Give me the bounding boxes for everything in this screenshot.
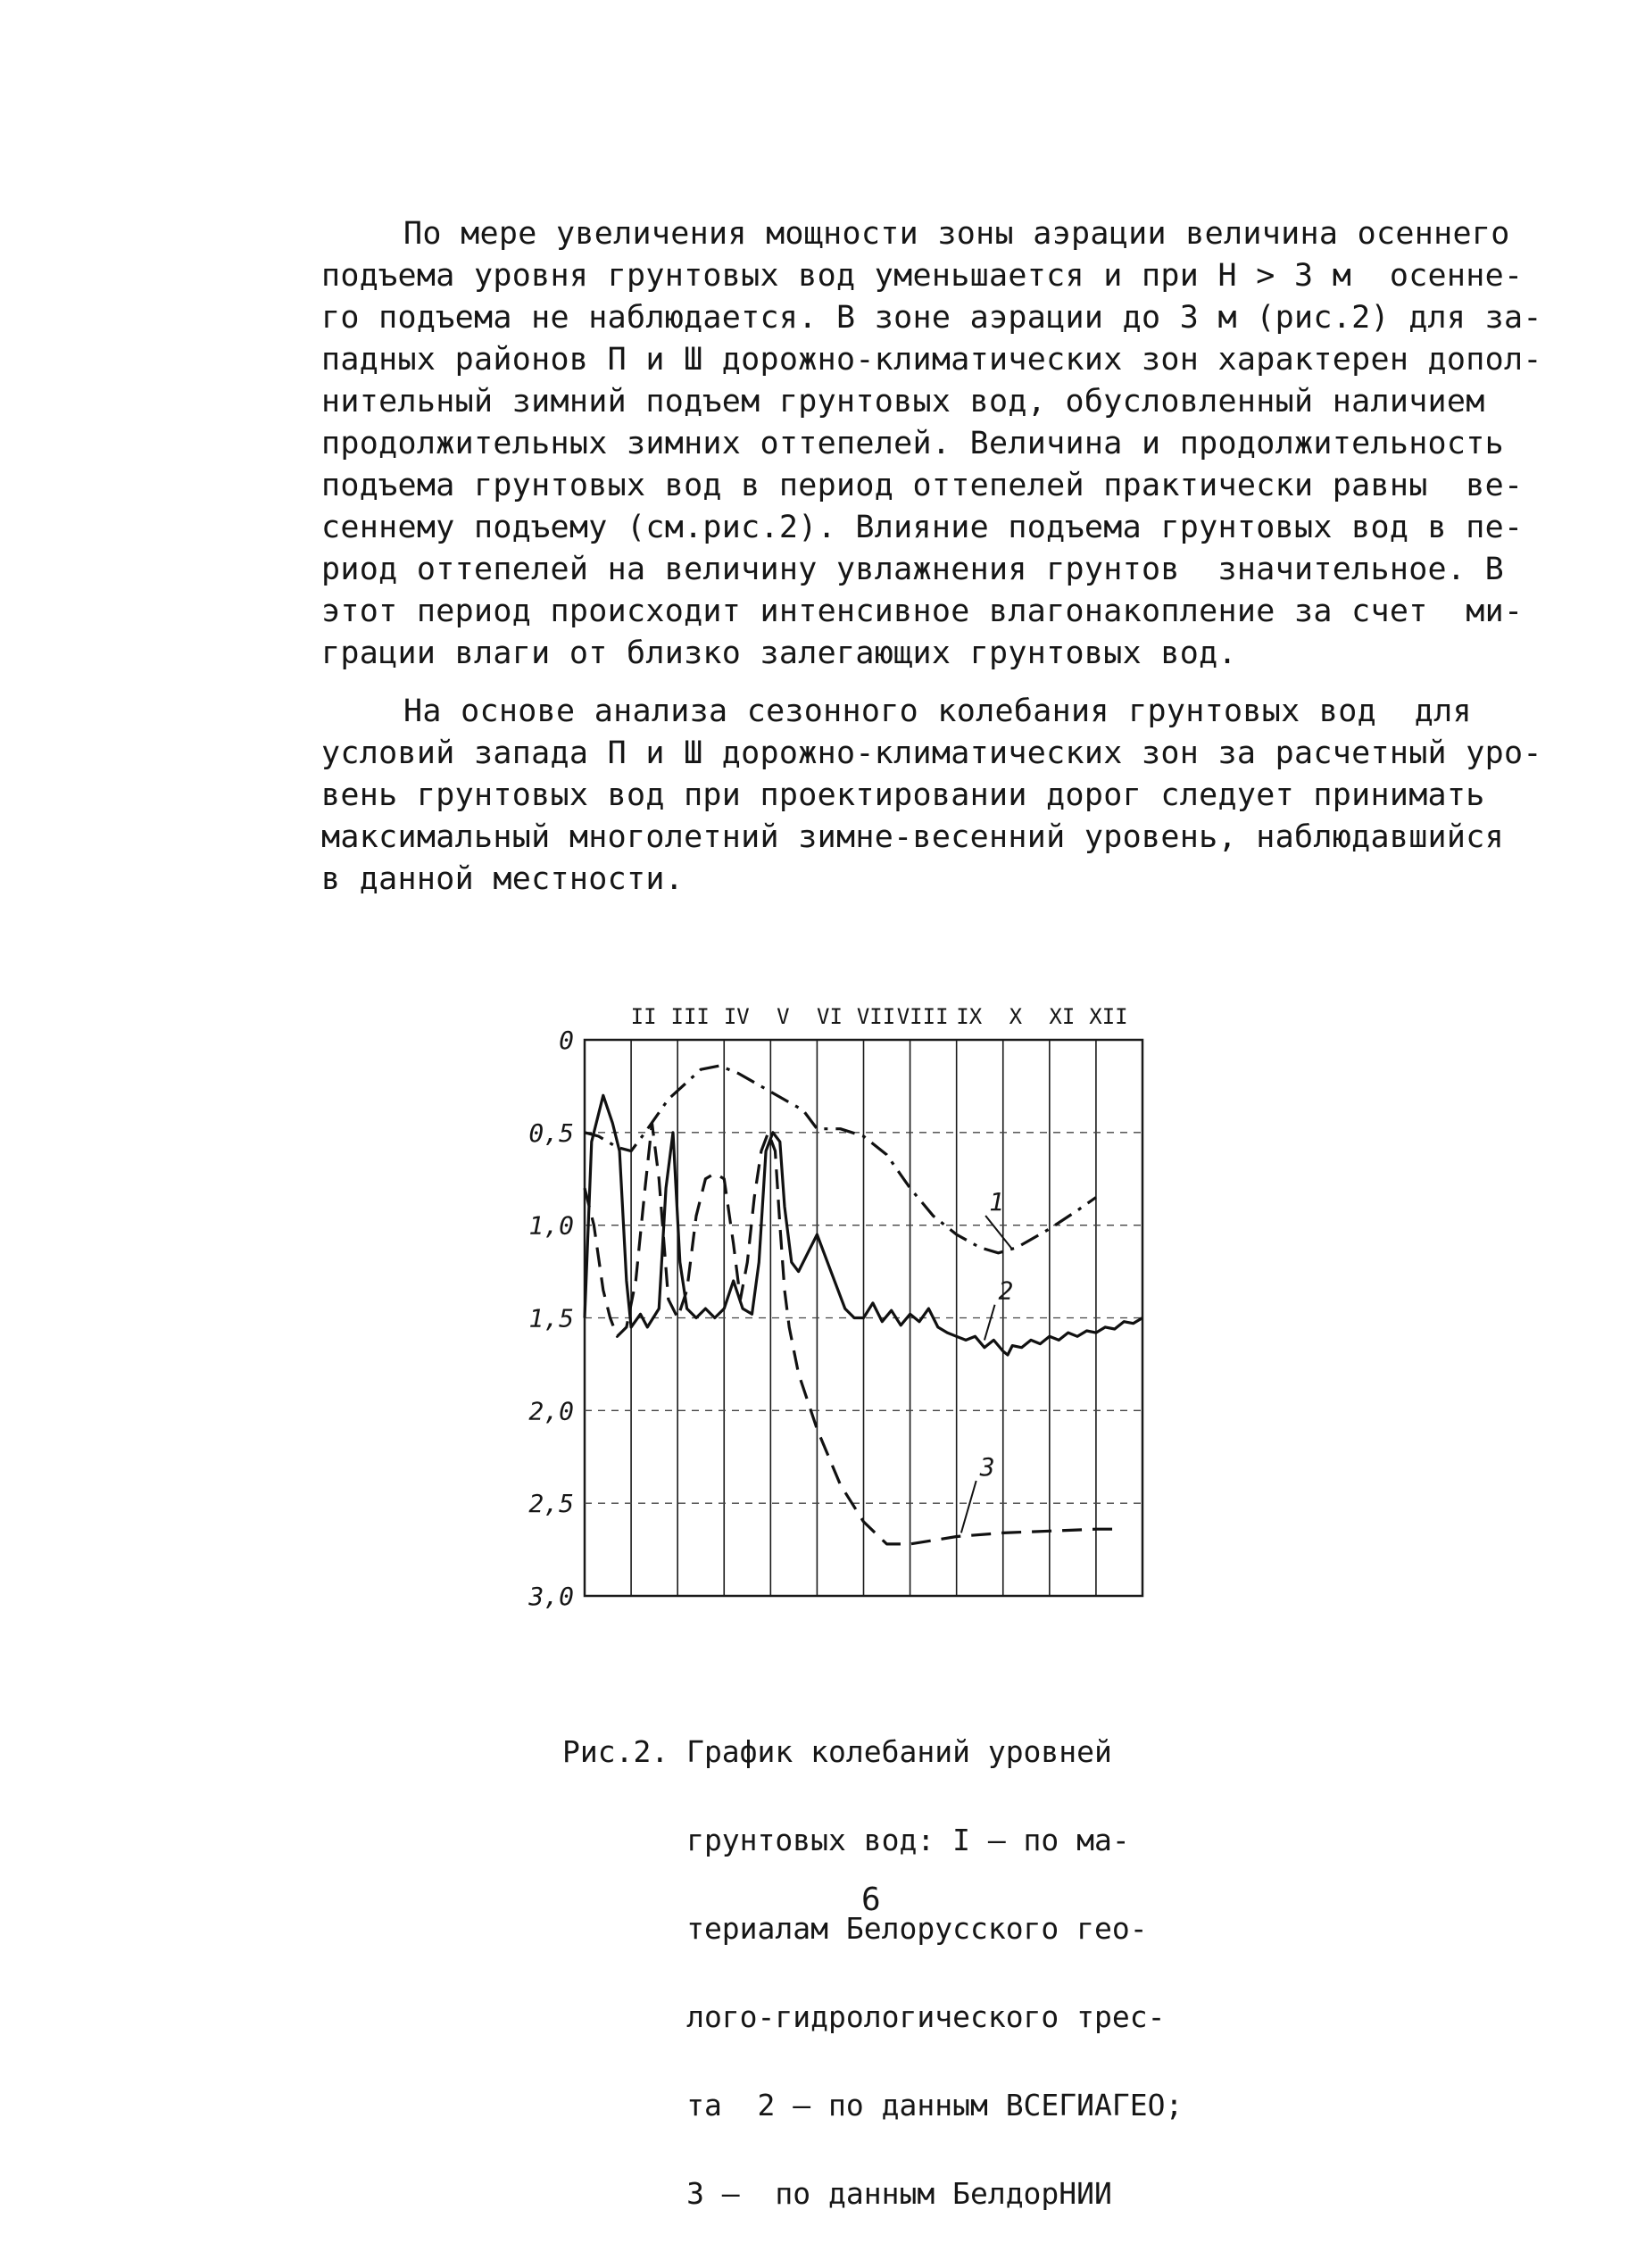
text-line: падных районов П и Ш дорожно-климатических зон характерен допол- — [321, 342, 1542, 378]
text-line: нительный зимний подъем грунтовых вод, обусловленный наличием — [321, 384, 1485, 420]
text-line: го подъема не наблюдается. В зоне аэрации до 3 м (рис.2) для за- — [321, 300, 1542, 336]
month-label: III — [670, 1004, 710, 1029]
text-line: По мере увеличения мощности зоны аэрации величина осеннего — [403, 216, 1510, 252]
month-label: II — [630, 1004, 657, 1029]
caption-line: та 2 — по данным ВСЕГИАГЕО; — [562, 2088, 1184, 2123]
y-tick-label: 3,0 — [528, 1582, 574, 1611]
series-label: 2 — [998, 1275, 1014, 1306]
series-label: 3 — [979, 1452, 995, 1483]
caption-line: лого-гидрологического трес- — [562, 1999, 1166, 2034]
text-line: На основе анализа сезонного колебания грунтовых вод для — [403, 694, 1472, 729]
month-label: IX — [956, 1004, 983, 1029]
month-label: IV — [723, 1004, 750, 1029]
y-tick-label: 2,5 — [528, 1489, 574, 1519]
month-label: VII — [856, 1004, 896, 1029]
caption-line: грунтовых вод: I — по ма- — [562, 1823, 1130, 1857]
series-label: 1 — [989, 1187, 1004, 1217]
text-line: грации влаги от близко залегающих грунтовых вод. — [321, 636, 1237, 671]
month-label: XII — [1089, 1004, 1128, 1029]
text-line: этот период происходит интенсивное влагонакопление за счет ми- — [321, 594, 1524, 629]
figure-caption — [562, 1678, 1366, 2238]
chart-svg — [500, 982, 1178, 1660]
page-number: 6 — [861, 1882, 881, 1918]
text-line: подъема уровня грунтовых вод уменьшается и при Н > 3 м осенне- — [321, 258, 1524, 294]
text-line: риод оттепелей на величину увлажнения грунтов значительное. В — [321, 552, 1505, 587]
text-line: продолжительных зимних оттепелей. Величина и продолжительность — [321, 426, 1505, 461]
groundwater-chart — [500, 982, 1178, 1660]
month-label: VIII — [896, 1004, 949, 1029]
series-leader — [985, 1305, 995, 1341]
text-line: вень грунтовых вод при проектировании дорог следует принимать — [321, 777, 1485, 813]
text-line: условий запада П и Ш дорожно-климатических зон за расчетный уро- — [321, 735, 1542, 771]
caption-line: териалам Белорусского гео- — [562, 1911, 1148, 1946]
series-leader — [985, 1216, 1012, 1250]
y-tick-label: 0 — [559, 1026, 574, 1055]
y-tick-label: 2,0 — [528, 1396, 574, 1426]
month-label: XI — [1049, 1004, 1076, 1029]
series-leader — [961, 1481, 976, 1533]
text-line: в данной местности. — [321, 861, 685, 897]
text-line: максимальный многолетний зимне-весенний уровень, наблюдавшийся — [321, 819, 1505, 855]
month-label: X — [1009, 1004, 1023, 1029]
caption-line: 3 — по данным БелдорНИИ — [562, 2176, 1112, 2211]
caption-line: Рис.2. График колебаний уровней — [562, 1734, 1112, 1769]
y-tick-label: 1,5 — [528, 1303, 574, 1333]
month-label: VI — [817, 1004, 843, 1029]
text-line: подъема грунтовых вод в период оттепелей практически равны ве- — [321, 468, 1524, 503]
month-label: V — [777, 1004, 790, 1029]
text-line: сеннему подъему (см.рис.2). Влияние подъема грунтовых вод в пе- — [321, 510, 1524, 545]
y-tick-label: 0,5 — [528, 1117, 574, 1148]
y-tick-label: 1,0 — [528, 1210, 574, 1241]
